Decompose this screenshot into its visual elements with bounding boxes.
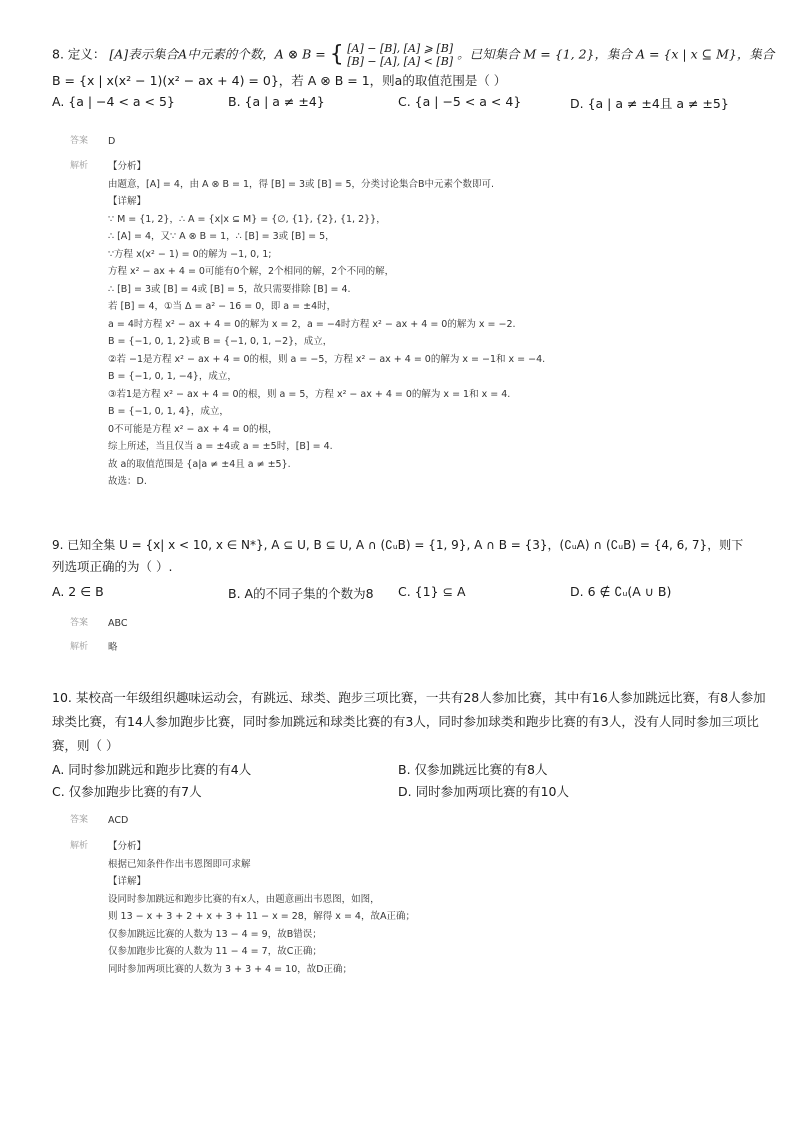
analysis-line: B = {−1, 0, 1, 4}，成立， [108, 406, 229, 417]
q10-option-a[interactable]: A. 同时参加跳远和跑步比赛的有4人 [52, 762, 252, 777]
analysis-line: ∵方程 x(x² − 1) = 0的解为 −1, 0, 1; [108, 248, 272, 260]
q10-analysis [108, 838, 748, 978]
q10-analysis-label: 解析 [70, 841, 89, 851]
q8-analysis [108, 158, 748, 491]
q9-answer: ABC [108, 618, 128, 629]
analysis-line: B = {−1, 0, 1, −4}，成立， [108, 371, 237, 382]
q8-option-a[interactable]: A. {a | −4 < a < 5} [52, 94, 175, 109]
q9-option-c[interactable]: C. {1} ⊆ A [398, 584, 466, 599]
q9-analysis: 略 [108, 642, 118, 653]
analysis-line: 【详解】 [108, 196, 147, 207]
analysis-line: 故选：D. [108, 476, 147, 487]
q9-stem-line1: 9. 已知全集 U = {x| x < 10, x ∈ N*}, A ⊆ U, B ⊆ U, A ∩ (∁ᵤB) = {1, 9}, A ∩ B = {3}，(∁ᵤA) ∩ (∁ᵤB) = {4, 6, 7}，则下 [52, 538, 744, 552]
analysis-line: 0不可能是方程 x² − ax + 4 = 0的根， [108, 423, 278, 435]
q9-option-b[interactable]: B. A的不同子集的个数为8 [228, 586, 374, 601]
analysis-line: 故 a的取值范围是 {a|a ≠ ±4且 a ≠ ±5}. [108, 458, 291, 470]
analysis-line: 【详解】 [108, 876, 147, 887]
q10-stem-line1: 10. 某校高一年级组织趣味运动会，有跳远、球类、跑步三项比赛，一共有28人参加比赛，其中有16人参加跳远比赛，有8人参加 [52, 690, 766, 705]
analysis-line: 方程 x² − ax + 4 = 0可能有0个解，2个相同的解，2个不同的解， [108, 266, 395, 277]
analysis-line: 仅参加跑步比赛的人数为 11 − 4 = 7，故C正确； [108, 946, 322, 957]
q8-case-1: [A] − [B], [A] ⩾ [B] [347, 42, 454, 55]
analysis-line: ∴ [B] = 3或 [B] = 4或 [B] = 5，故只需要排除 [B] = 4. [108, 283, 351, 295]
q9-analysis-label: 解析 [70, 642, 89, 652]
q9-option-a[interactable]: A. 2 ∈ B [52, 584, 104, 599]
q10-option-b[interactable]: B. 仅参加跳远比赛的有8人 [398, 762, 548, 777]
q9-options [52, 582, 742, 606]
q8-option-d[interactable]: D. {a | a ≠ ±4且 a ≠ ±5} [570, 96, 729, 111]
analysis-line: 则 13 − x + 3 + 2 + x + 3 + 11 − x = 28，解得 x = 4，故A正确； [108, 911, 415, 922]
q8-answer: D [108, 136, 116, 147]
analysis-line: ②若 −1是方程 x² − ax + 4 = 0的根，则 a = −5，方程 x² − ax + 4 = 0的解为 x = −1和 x = −4. [108, 353, 546, 365]
question-10 [52, 686, 766, 802]
analysis-line: 由题意，[A] = 4，由 A ⊗ B = 1，得 [B] = 3或 [B] = 5，分类讨论集合B中元素个数即可. [108, 178, 495, 190]
q8-stem-line1 [52, 42, 775, 68]
q8-case-2: [B] − [A], [A] < [B] [347, 55, 454, 68]
question-8 [52, 42, 775, 116]
analysis-line: ∴ [A] = 4，又∵ A ⊗ B = 1，∴ [B] = 3或 [B] = 5， [108, 231, 335, 242]
q8-answer-label: 答案 [70, 136, 89, 146]
q9-answer-label: 答案 [70, 618, 89, 628]
q8-option-b[interactable]: B. {a | a ≠ ±4} [228, 94, 325, 109]
analysis-line: 仅参加跳远比赛的人数为 13 − 4 = 9，故B错误； [108, 928, 322, 940]
analysis-line: B = {−1, 0, 1, 2}或 B = {−1, 0, 1, −2}，成立， [108, 336, 333, 347]
q10-stem-line2: 球类比赛，有14人参加跑步比赛，同时参加跳远和球类比赛的有3人，同时参加球类和跑步比赛的有3人，没有人同时参加三项比 [52, 714, 759, 729]
q10-answer-label: 答案 [70, 815, 89, 825]
q8-definition: [A]表示集合A中元素的个数，A ⊗ B = [109, 46, 326, 62]
q10-options-row2 [52, 780, 742, 802]
q8-stem-prefix: 8. 定义： [52, 46, 106, 62]
q10-option-c[interactable]: C. 仅参加跑步比赛的有7人 [52, 784, 202, 799]
q8-given-sets: 。已知集合 M = {1, 2}，集合 A = {x | x ⊆ M}，集合 [457, 46, 775, 62]
q10-option-d[interactable]: D. 同时参加两项比赛的有10人 [398, 784, 569, 799]
question-9 [52, 534, 742, 606]
analysis-line: 【分析】 [108, 841, 147, 852]
q8-analysis-label: 解析 [70, 161, 89, 171]
q10-stem-line3: 赛，则（ ） [52, 738, 119, 753]
analysis-line: 同时参加两项比赛的人数为 3 + 3 + 4 = 10，故D正确； [108, 963, 353, 975]
q8-options [52, 92, 742, 116]
analysis-line: 综上所述，当且仅当 a = ±4或 a = ±5时，[B] = 4. [108, 441, 333, 452]
q8-piecewise: { [A] − [B], [A] ⩾ [B] [B] − [A], [A] < [B] [329, 42, 454, 68]
q9-option-d[interactable]: D. 6 ∉ ∁ᵤ(A ∪ B) [570, 584, 672, 599]
analysis-line: a = 4时方程 x² − ax + 4 = 0的解为 x = 2，a = −4时方程 x² − ax + 4 = 0的解为 x = −2. [108, 318, 516, 330]
analysis-line: ∵ M = {1, 2}，∴ A = {x|x ⊆ M} = {∅, {1}, {2}, {1, 2}}， [108, 213, 386, 225]
q9-stem-line2: 列选项正确的为（ ）. [52, 559, 173, 574]
analysis-line: ③若1是方程 x² − ax + 4 = 0的根，则 a = 5，方程 x² − ax + 4 = 0的解为 x = 1和 x = 4. [108, 388, 511, 400]
q8-option-c[interactable]: C. {a | −5 < a < 4} [398, 94, 522, 109]
analysis-line: 【分析】 [108, 161, 147, 172]
analysis-line: 根据已知条件作出韦恩图即可求解 [108, 858, 251, 870]
analysis-line: 若 [B] = 4，①当 Δ = a² − 16 = 0，即 a = ±4时， [108, 301, 337, 312]
q10-answer: ACD [108, 815, 129, 826]
q8-stem-line2: B = {x | x(x² − 1)(x² − ax + 4) = 0}，若 A ⊗ B = 1，则a的取值范围是（ ） [52, 73, 507, 88]
q10-options-row1 [52, 758, 742, 780]
analysis-line: 设同时参加跳远和跑步比赛的有x人，由题意画出韦恩图，如图， [108, 893, 380, 905]
